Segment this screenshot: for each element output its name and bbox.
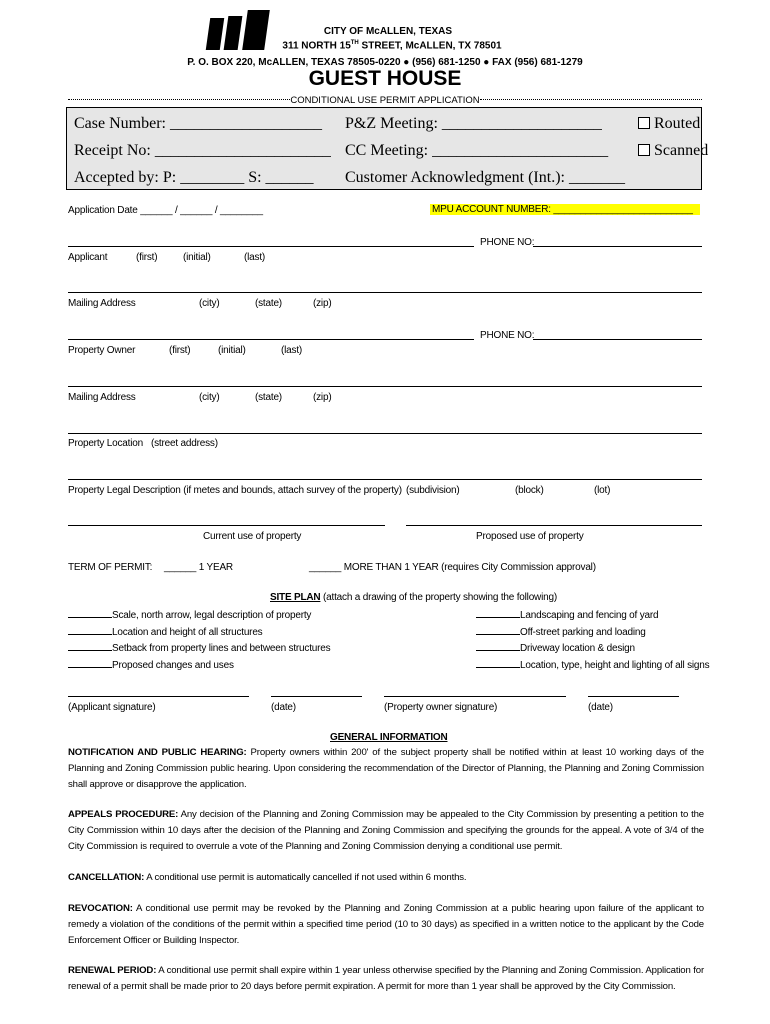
property-location-label: Property Location	[68, 438, 143, 449]
mailing-address-label: Mailing Address	[68, 392, 136, 403]
customer-ack-field[interactable]: Customer Acknowledgment (Int.): _______	[345, 169, 625, 186]
owner-mailing-line[interactable]	[68, 386, 702, 387]
zip-label: (zip)	[313, 392, 332, 403]
applicant-mailing-line[interactable]	[68, 292, 702, 293]
city-label: (city)	[199, 392, 220, 403]
checkbox-icon	[638, 144, 650, 156]
mpu-account-field[interactable]: MPU ACCOUNT NUMBER: __________________________	[430, 204, 700, 215]
cancellation-paragraph: CANCELLATION: A conditional use permit is automatically cancelled if not used within 6 months.	[68, 872, 467, 883]
site-plan-item[interactable]: Driveway location & design	[476, 640, 709, 657]
general-info-heading: GENERAL INFORMATION	[330, 732, 448, 743]
cc-meeting-field[interactable]: CC Meeting: ______________________	[345, 142, 609, 159]
checkbox-icon	[638, 117, 650, 129]
initial-label: (initial)	[183, 252, 211, 263]
form-title: GUEST HOUSE	[308, 67, 462, 90]
applicant-date-line[interactable]	[271, 696, 362, 697]
case-number-field[interactable]: Case Number: ___________________	[74, 115, 322, 132]
site-plan-item[interactable]: Location and height of all structures	[68, 624, 330, 641]
owner-date-line[interactable]	[588, 696, 679, 697]
current-use-label: Current use of property	[203, 531, 302, 542]
site-plan-item[interactable]: Proposed changes and uses	[68, 657, 330, 674]
applicant-signature-label: (Applicant signature)	[68, 702, 156, 713]
contact-line: P. O. BOX 220, McALLEN, TEXAS 78505-0220 ● (956) 681-1250 ● FAX (956) 681-1279	[187, 57, 583, 68]
term-of-permit-label: TERM OF PERMIT:	[68, 562, 153, 573]
street-address-label: (street address)	[151, 438, 218, 449]
property-location-line[interactable]	[68, 433, 702, 434]
dotted-rule-right	[480, 99, 702, 100]
subdivision-label: (subdivision)	[406, 485, 460, 496]
form-subtitle: CONDITIONAL USE PERMIT APPLICATION	[290, 95, 480, 106]
city-label: (city)	[199, 298, 220, 309]
applicant-phone-line[interactable]	[533, 246, 702, 247]
last-label: (last)	[244, 252, 266, 263]
site-plan-left-list	[68, 607, 330, 674]
site-plan-item[interactable]: Scale, north arrow, legal description of property	[68, 607, 330, 624]
revocation-paragraph: REVOCATION: A conditional use permit may be revoked by the Planning and Zoning Commission at a public hearing upon failure of the applicant to remedy a violation of the conditions of the permit within a specified time period (10 to 30 days) as specified in a written notice to the applicant by the Code Enforcement Officer or Building Inspector.	[68, 903, 704, 946]
mailing-address-label: Mailing Address	[68, 298, 136, 309]
zip-label: (zip)	[313, 298, 332, 309]
street-address: 311 NORTH 15TH STREET, McALLEN, TX 78501	[282, 40, 502, 52]
lot-label: (lot)	[594, 485, 611, 496]
initial-label: (initial)	[218, 345, 246, 356]
scanned-checkbox[interactable]: Scanned	[638, 142, 708, 160]
proposed-use-label: Proposed use of property	[476, 531, 584, 542]
state-label: (state)	[255, 298, 282, 309]
application-date-field[interactable]: Application Date ______ / ______ / ________	[68, 205, 263, 216]
block-label: (block)	[515, 485, 544, 496]
receipt-no-field[interactable]: Receipt No: ______________________	[74, 142, 331, 159]
site-plan-heading: SITE PLAN (attach a drawing of the property showing the following)	[270, 592, 557, 603]
applicant-signature-line[interactable]	[68, 696, 249, 697]
site-plan-item[interactable]: Landscaping and fencing of yard	[476, 607, 709, 624]
appeals-paragraph: APPEALS PROCEDURE: Any decision of the Planning and Zoning Commission may be appealed to the City Commission by presenting a petition to the City Commission within 10 days after the decision of the Planning and Zoning Commission and specifying the grounds for the appeal. A vote of 3/4 of the City Commission is required to overrule a vote of the Planning and Zoning Commission denying a conditional use permit.	[68, 809, 704, 852]
date-label: (date)	[271, 702, 296, 713]
legal-description-line[interactable]	[68, 479, 702, 480]
property-owner-label: Property Owner	[68, 345, 136, 356]
owner-phone-label: PHONE NO:	[480, 330, 535, 341]
owner-phone-line[interactable]	[533, 339, 702, 340]
legal-description-label: Property Legal Description (if metes and bounds, attach survey of the property)	[68, 485, 402, 496]
routed-checkbox[interactable]: Routed	[638, 115, 700, 133]
first-label: (first)	[169, 345, 191, 356]
site-plan-right-list	[476, 607, 709, 674]
applicant-name-line[interactable]	[68, 246, 474, 247]
applicant-label: Applicant	[68, 252, 108, 263]
one-year-option[interactable]: ______ 1 YEAR	[164, 562, 233, 573]
pz-meeting-field[interactable]: P&Z Meeting: ____________________	[345, 115, 602, 132]
notification-paragraph: NOTIFICATION AND PUBLIC HEARING: Property owners within 200' of the subject property shall be notified within at least 10 working days of the Planning and Zoning Commission public hearing. Upon considering the recommendation of the Director of Planning, the Planning and Zoning Commission shall approve or disapprove the application.	[68, 747, 704, 790]
accepted-by-field[interactable]: Accepted by: P: ________ S: ______	[74, 169, 314, 186]
current-use-line[interactable]	[68, 525, 385, 526]
first-label: (first)	[136, 252, 158, 263]
state-label: (state)	[255, 392, 282, 403]
applicant-phone-label: PHONE NO:	[480, 237, 535, 248]
site-plan-item[interactable]: Setback from property lines and between structures	[68, 640, 330, 657]
city-name: CITY OF McALLEN, TEXAS	[323, 26, 453, 37]
owner-signature-line[interactable]	[384, 696, 566, 697]
last-label: (last)	[281, 345, 303, 356]
owner-signature-label: (Property owner signature)	[384, 702, 498, 713]
owner-name-line[interactable]	[68, 339, 474, 340]
renewal-paragraph: RENEWAL PERIOD: A conditional use permit shall expire within 1 year unless otherwise specified by the Planning and Zoning Commission. Application for renewal of a permit shall be made prior to 20 days before permit expiration. A permit for more than 1 year shall be approved by the City Commission.	[68, 965, 704, 992]
date-label: (date)	[588, 702, 613, 713]
more-than-one-year-option[interactable]: ______ MORE THAN 1 YEAR (requires City Commission approval)	[309, 562, 596, 573]
site-plan-item[interactable]: Location, type, height and lighting of all signs	[476, 657, 709, 674]
dotted-rule-left	[68, 99, 290, 100]
site-plan-item[interactable]: Off-street parking and loading	[476, 624, 709, 641]
proposed-use-line[interactable]	[406, 525, 702, 526]
